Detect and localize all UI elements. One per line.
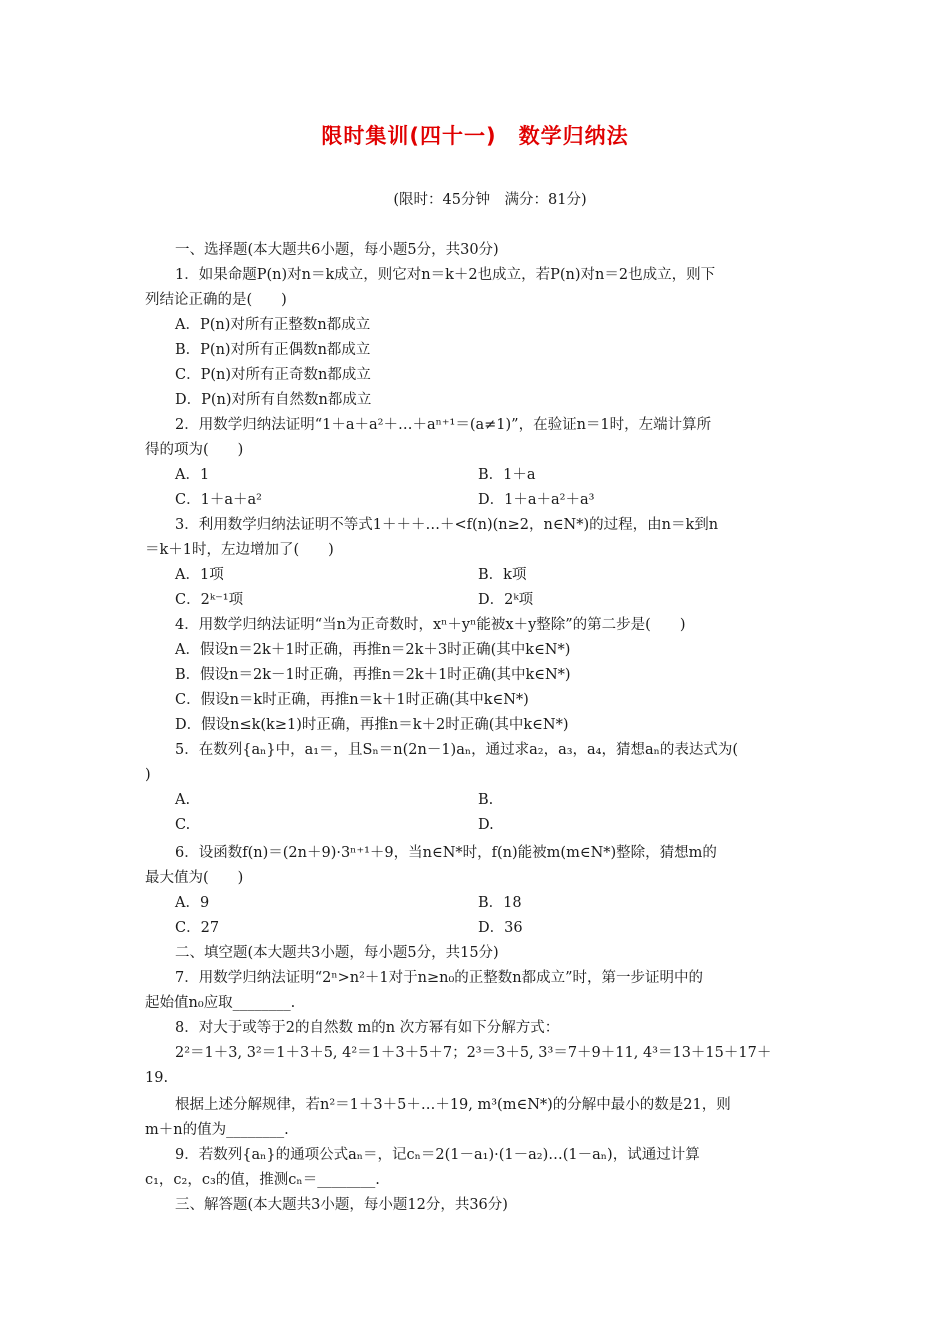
question-3-text: 3．利用数学归纳法证明不等式1＋＋＋…＋<f(n)(n≥2，n∈N*)的过程，由n＝k到n [175, 517, 719, 533]
question-3-option-b: B．k项 [478, 567, 527, 583]
section-heading-solve: 三、解答题(本大题共3小题，每小题12分，共36分) [175, 1197, 508, 1213]
question-8-answer: m＋n的值为________. [145, 1122, 289, 1138]
question-8-formulas: 2²＝1＋3, 3²＝1＋3＋5, 4²＝1＋3＋5＋7；2³＝3＋5, 3³＝7＋9＋11, 4³＝13＋15＋17＋ [175, 1045, 772, 1061]
question-5-option-a: A. [175, 792, 191, 808]
question-1-option-c: C．P(n)对所有正奇数n都成立 [175, 367, 371, 383]
question-6-text-cont: 最大值为( ) [145, 870, 244, 886]
question-1-option-d: D．P(n)对所有自然数n都成立 [175, 392, 372, 408]
question-7-text: 7．用数学归纳法证明“2ⁿ>n²＋1对于n≥n₀的正整数n都成立”时，第一步证明中的 [175, 970, 704, 986]
question-2-option-b: B．1＋a [478, 467, 536, 483]
page-title: 限时集训(四十一) 数学归纳法 [321, 124, 629, 148]
question-6-option-d: D．36 [478, 920, 523, 936]
question-5-option-b: B. [478, 792, 494, 808]
question-1-text: 1．如果命题P(n)对n＝k成立，则它对n＝k＋2也成立，若P(n)对n＝2也成立，则下 [175, 267, 716, 283]
question-8-rule: 根据上述分解规律，若n²＝1＋3＋5＋…＋19, m³(m∈N*)的分解中最小的数是21，则 [175, 1097, 731, 1113]
question-9-text-cont: c₁，c₂，c₃的值，推测cₙ＝________. [145, 1172, 380, 1188]
question-3-text-cont: ＝k＋1时，左边增加了( ) [145, 542, 334, 558]
question-4-option-d: D．假设n≤k(k≥1)时正确，再推n＝k＋2时正确(其中k∈N*) [175, 717, 569, 733]
question-9-text: 9．若数列{aₙ}的通项公式aₙ＝，记cₙ＝2(1－a₁)·(1－a₂)…(1－aₙ)，试通过计算 [175, 1147, 700, 1163]
question-3-option-d: D．2ᵏ项 [478, 592, 534, 608]
question-4-option-a: A．假设n＝2k＋1时正确，再推n＝2k＋3时正确(其中k∈N*) [175, 642, 571, 658]
question-2-text-cont: 得的项为( ) [145, 442, 244, 458]
question-4-option-b: B．假设n＝2k－1时正确，再推n＝2k＋1时正确(其中k∈N*) [175, 667, 571, 683]
question-6-option-a: A．9 [175, 895, 210, 911]
question-3-option-c: C．2ᵏ⁻¹项 [175, 592, 244, 608]
question-2-text: 2．用数学归纳法证明“1＋a＋a²＋…＋aⁿ⁺¹＝(a≠1)”，在验证n＝1时，左端计算所 [175, 417, 712, 433]
question-8-formulas-cont: 19. [145, 1070, 169, 1086]
question-2-option-a: A．1 [175, 467, 210, 483]
question-1-text-cont: 列结论正确的是( ) [145, 292, 287, 308]
question-8-text: 8．对大于或等于2的自然数 m的n 次方幂有如下分解方式： [175, 1020, 560, 1036]
question-2-option-d: D．1＋a＋a²＋a³ [478, 492, 595, 508]
question-7-text-cont: 起始值n₀应取________. [145, 995, 296, 1011]
time-score-limit: (限时：45分钟 满分：81分) [393, 192, 587, 208]
question-5-option-c: C. [175, 817, 191, 833]
question-5-option-d: D. [478, 817, 494, 833]
question-5-text: 5．在数列{aₙ}中，a₁＝，且Sₙ＝n(2n－1)aₙ，通过求a₂，a₃，a₄，猜想aₙ的表达式为( [175, 742, 739, 758]
question-4-option-c: C．假设n＝k时正确，再推n＝k＋1时正确(其中k∈N*) [175, 692, 529, 708]
question-6-option-b: B．18 [478, 895, 522, 911]
question-1-option-b: B．P(n)对所有正偶数n都成立 [175, 342, 371, 358]
question-6-text: 6．设函数f(n)＝(2n＋9)·3ⁿ⁺¹＋9，当n∈N*时，f(n)能被m(m∈N*)整除，猜想m的 [175, 845, 717, 861]
question-2-option-c: C．1＋a＋a² [175, 492, 262, 508]
question-5-text-cont: ) [145, 767, 151, 783]
question-6-option-c: C．27 [175, 920, 220, 936]
question-1-option-a: A．P(n)对所有正整数n都成立 [175, 317, 371, 333]
section-heading-fill: 二、填空题(本大题共3小题，每小题5分，共15分) [175, 945, 499, 961]
section-heading-choice: 一、选择题(本大题共6小题，每小题5分，共30分) [175, 242, 499, 258]
question-3-option-a: A．1项 [175, 567, 224, 583]
question-4-text: 4．用数学归纳法证明“当n为正奇数时，xⁿ＋yⁿ能被x＋y整除”的第二步是( ) [175, 617, 686, 633]
